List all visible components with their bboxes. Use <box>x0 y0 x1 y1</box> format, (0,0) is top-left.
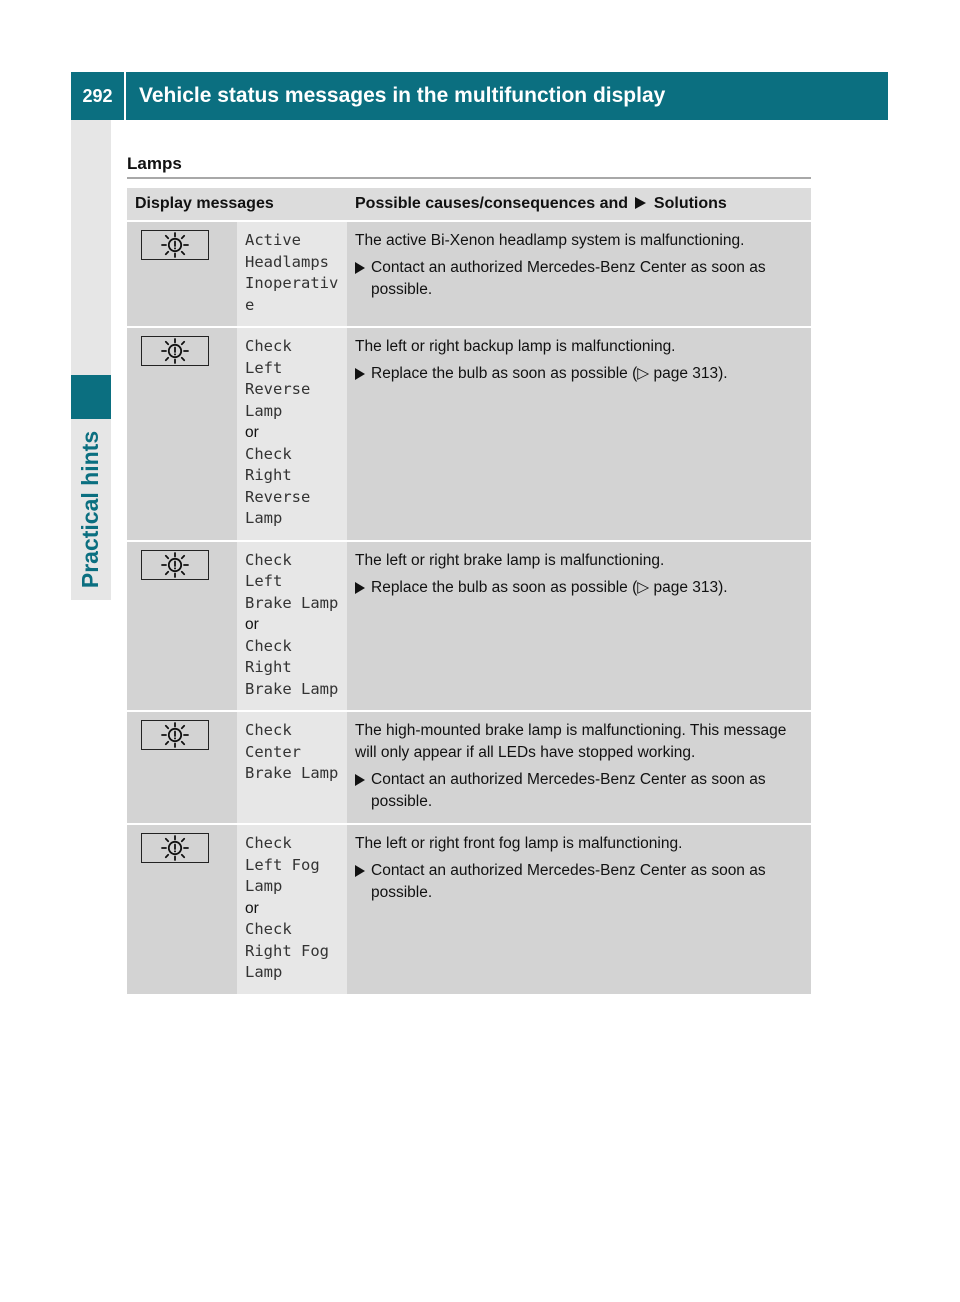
table-header-row <box>127 188 811 221</box>
column-header-display: Display messages <box>127 188 347 221</box>
display-message-line: Lamp <box>245 877 283 895</box>
display-message-line: Left <box>245 572 283 590</box>
display-message-cell <box>237 327 347 541</box>
cause-text: The active Bi-Xenon headlamp system is malfunctioning. <box>355 232 745 249</box>
icon-cell <box>127 824 237 995</box>
arrow-right-icon <box>355 577 371 601</box>
solution-text: Replace the bulb as soon as possible (▷ page 313). <box>371 365 728 382</box>
display-message-line: Right Fog <box>245 941 329 960</box>
solution-step <box>355 577 803 601</box>
lamp-warning-icon <box>141 720 209 750</box>
section-divider <box>127 177 811 179</box>
page-number: 292 <box>71 72 126 120</box>
display-message-line: Right <box>245 466 292 484</box>
table-row <box>127 327 811 541</box>
column-header-causes: Possible causes/consequences and Solutions <box>347 188 811 221</box>
display-message-line: Brake Lamp <box>245 593 339 612</box>
display-message-line: Left <box>245 358 283 377</box>
display-message-line: Right <box>245 658 292 676</box>
display-message-line: Brake Lamp <box>245 679 339 698</box>
display-message-cell <box>237 824 347 995</box>
cause-text: The high-mounted brake lamp is malfunctioning. This message will only appear if all LEDs have stopped working. <box>355 722 787 761</box>
arrow-right-icon <box>355 257 371 301</box>
side-tab-label: Practical hints <box>77 430 104 588</box>
display-message-line: Active <box>245 231 301 249</box>
display-message-line: e <box>245 295 255 314</box>
lamp-warning-icon <box>141 550 209 580</box>
table-row <box>127 824 811 995</box>
cause-text: The left or right backup lamp is malfunctioning. <box>355 338 676 355</box>
page-title: Vehicle status messages in the multifunction display <box>139 84 666 107</box>
display-message-line: Headlamps <box>245 252 329 271</box>
solution-cell <box>347 824 811 995</box>
icon-cell <box>127 221 237 327</box>
solution-text: Contact an authorized Mercedes-Benz Center as soon as possible. <box>371 771 766 810</box>
display-message-line: Check <box>245 337 292 355</box>
solution-step <box>355 769 803 813</box>
display-message-line: Check <box>245 721 292 739</box>
solution-text: Contact an authorized Mercedes-Benz Center as soon as possible. <box>371 259 766 298</box>
cause-text: The left or right brake lamp is malfunctioning. <box>355 551 665 569</box>
lamp-warning-icon <box>141 833 209 863</box>
arrow-right-icon <box>355 363 371 387</box>
display-message-line: Check <box>245 550 292 569</box>
solution-step <box>355 257 803 301</box>
solution-cell <box>347 221 811 327</box>
arrow-right-icon <box>355 860 371 904</box>
icon-cell <box>127 327 237 541</box>
icon-cell <box>127 541 237 712</box>
display-message-line: Check <box>245 834 292 852</box>
solution-step <box>355 860 803 904</box>
lamp-warning-icon <box>141 230 209 260</box>
display-message-line: Reverse <box>245 380 311 398</box>
display-message-cell <box>237 221 347 327</box>
display-message-line: Check <box>245 636 292 655</box>
or-separator: or <box>245 899 259 917</box>
arrow-right-icon <box>355 769 371 813</box>
display-message-line: Inoperativ <box>245 274 339 292</box>
or-separator: or <box>245 616 259 633</box>
solution-cell <box>347 541 811 712</box>
display-message-line: Check <box>245 920 292 938</box>
solution-step <box>355 363 803 387</box>
or-separator: or <box>245 424 259 441</box>
display-message-line: Brake Lamp <box>245 764 339 782</box>
arrow-right-icon <box>635 197 646 209</box>
section-title: Lamps <box>127 154 182 173</box>
solution-text: Contact an authorized Mercedes-Benz Center as soon as possible. <box>371 862 766 901</box>
table-row <box>127 541 811 712</box>
lamp-warning-icon <box>141 336 209 366</box>
icon-cell <box>127 711 237 824</box>
display-message-line: Check <box>245 444 292 463</box>
lamps-table <box>127 188 811 996</box>
side-tab-marker <box>71 375 111 419</box>
display-message-line: Lamp <box>245 509 283 527</box>
solution-text: Replace the bulb as soon as possible (▷ page 313). <box>371 578 728 596</box>
display-message-cell <box>237 541 347 712</box>
display-message-line: Center <box>245 742 301 761</box>
display-message-line: Reverse <box>245 487 311 506</box>
cause-text: The left or right front fog lamp is malfunctioning. <box>355 835 683 852</box>
display-message-line: Lamp <box>245 963 283 981</box>
display-message-line: Lamp <box>245 401 283 420</box>
solution-cell <box>347 711 811 824</box>
display-message-cell <box>237 711 347 824</box>
display-message-line: Left Fog <box>245 855 320 874</box>
table-row <box>127 711 811 824</box>
table-row <box>127 221 811 327</box>
solution-cell <box>347 327 811 541</box>
